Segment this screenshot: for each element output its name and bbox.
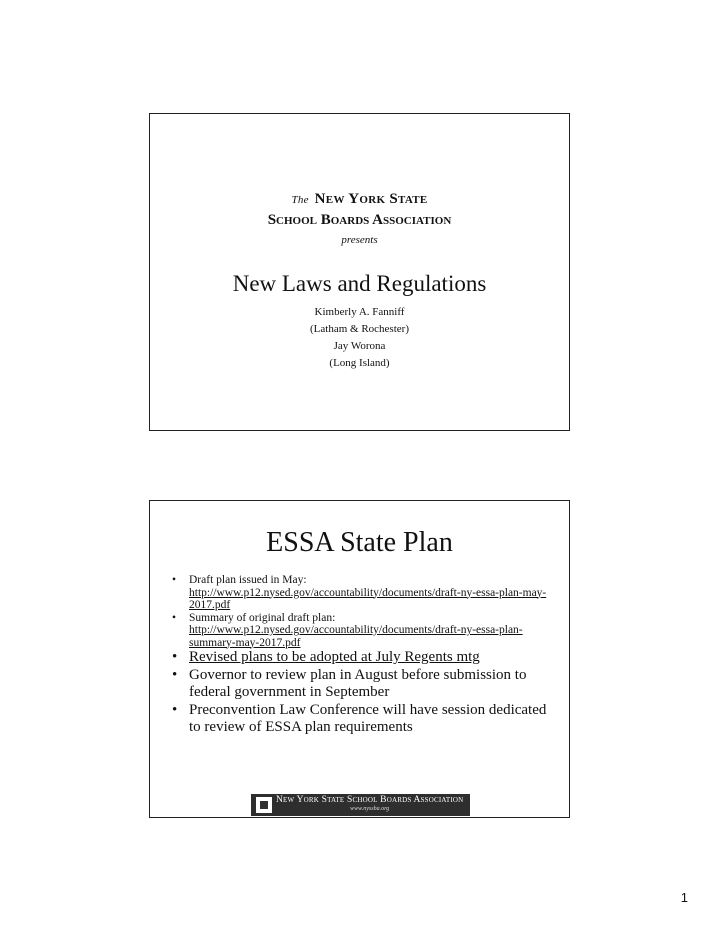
presenter-line: Jay Worona (333, 340, 386, 352)
bullet-icon: • (172, 649, 178, 665)
slide-essa-plan (149, 500, 570, 818)
bullet-text: Revised plans to be adopted at July Regents mtg (189, 649, 480, 665)
presenter-line: Kimberly A. Fanniff (314, 306, 405, 318)
bullet-item (172, 667, 555, 702)
bullet-text: Preconvention Law Conference will have session dedicated to review of ESSA plan requirements (189, 701, 547, 735)
page-number: 1 (680, 890, 688, 905)
bullet-text: Summary of original draft plan: (189, 611, 336, 624)
org-line-2 (150, 211, 569, 229)
slide-title: ESSA State Plan (266, 527, 453, 558)
the-word: The (291, 194, 309, 206)
logo-url: www.nyssba.org (350, 806, 390, 812)
bullet-icon: • (172, 666, 178, 683)
bullet-item (172, 612, 555, 650)
presenters-list (150, 304, 569, 372)
bullet-item (172, 702, 555, 737)
bullet-icon: • (172, 574, 177, 586)
logo-org-name: New York State School Boards Association (276, 795, 464, 805)
bullet-item (172, 574, 555, 612)
bullet-text: Governor to review plan in August before submission to federal government in September (189, 666, 527, 700)
nyssba-logo (251, 794, 470, 816)
org-name-line2: School Boards Association (267, 212, 452, 228)
org-line-1 (150, 191, 569, 208)
presentation-title: New Laws and Regulations (232, 271, 487, 296)
bullet-list (172, 574, 555, 737)
draft-plan-link[interactable]: http://www.p12.nysed.gov/accountability/documents/draft-ny-essa-plan-may-2017.pdf (189, 586, 547, 611)
bullet-icon: • (172, 701, 178, 718)
nyssba-logo-icon (256, 797, 272, 813)
slide-title (149, 113, 570, 431)
summary-plan-link[interactable]: http://www.p12.nysed.gov/accountability/documents/draft-ny-essa-plan-summary-may-2017.pdf (189, 624, 523, 649)
bullet-text: Draft plan issued in May: (189, 574, 307, 586)
bullet-icon: • (172, 611, 177, 624)
presenter-line: (Latham & Rochester) (310, 323, 409, 335)
presents-text: presents (341, 234, 378, 246)
presenter-line: (Long Island) (329, 357, 390, 369)
bullet-item (172, 649, 555, 667)
org-name-line1: New York State (314, 191, 428, 207)
